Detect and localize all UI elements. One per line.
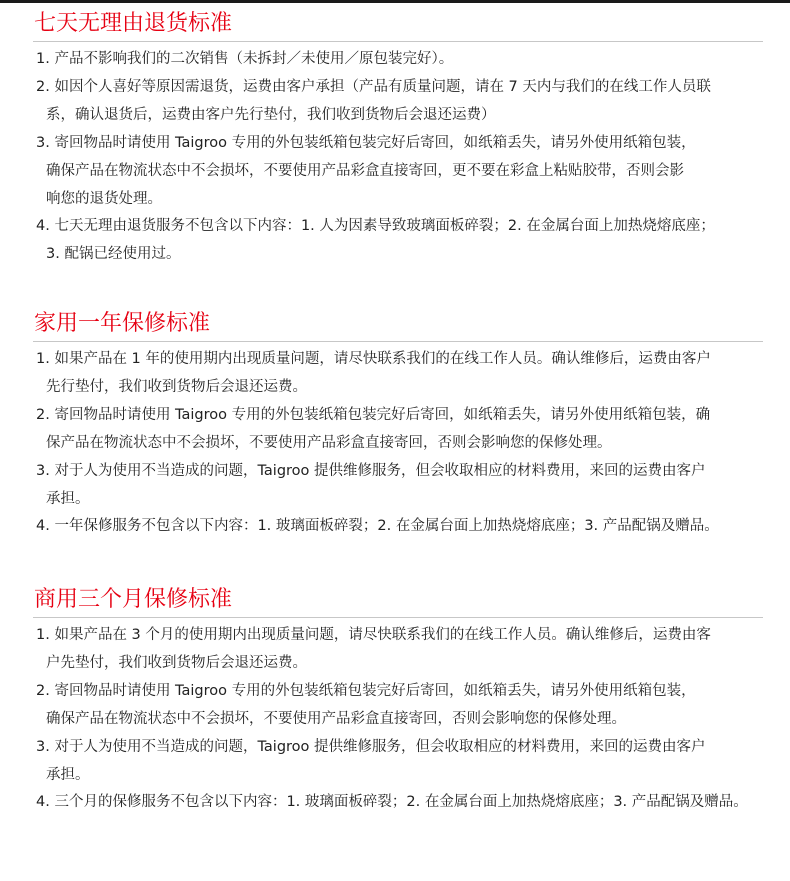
section-title: 商用三个月保修标准 bbox=[34, 587, 233, 612]
list-item bbox=[36, 622, 776, 678]
item-line: 户先垫付，我们收到货物后会退还运费。 bbox=[46, 654, 307, 671]
item-line: 3. 寄回物品时请使用 Taigroo 专用的外包装纸箱包装完好后寄回，如纸箱丢失，请另外使用纸箱包装， bbox=[36, 135, 696, 151]
item-line: 2. 寄回物品时请使用 Taigroo 专用的外包装纸箱包装完好后寄回，如纸箱丢失，请另外使用纸箱包装， bbox=[36, 683, 696, 699]
top-divider bbox=[0, 0, 790, 3]
item-line: 2. 如因个人喜好等原因需退货，运费由客户承担（产品有质量问题，请在 7 天内与我们的在线工作人员联 bbox=[36, 79, 711, 95]
item-line: 响您的退货处理。 bbox=[46, 190, 162, 207]
item-line: 4. 七天无理由退货服务不包含以下内容：1. 人为因素导致玻璃面板碎裂；2. 在金属台面上加热烧熔底座； bbox=[36, 218, 715, 234]
item-line: 4. 三个月的保修服务不包含以下内容：1. 玻璃面板碎裂；2. 在金属台面上加热烧熔底座；3. 产品配锅及赠品。 bbox=[36, 794, 748, 810]
list-item bbox=[36, 678, 776, 734]
item-line: 1. 如果产品在 3 个月的使用期内出现质量问题，请尽快联系我们的在线工作人员。确认维修后，运费由客 bbox=[36, 627, 711, 643]
list-item bbox=[36, 458, 776, 514]
section-title: 家用一年保修标准 bbox=[34, 311, 211, 336]
item-line: 承担。 bbox=[46, 766, 90, 783]
section-divider bbox=[33, 41, 763, 42]
list-item bbox=[36, 789, 776, 817]
item-line: 4. 一年保修服务不包含以下内容：1. 玻璃面板碎裂；2. 在金属台面上加热烧熔底座；3. 产品配锅及赠品。 bbox=[36, 518, 719, 534]
section-divider bbox=[33, 617, 763, 618]
item-line: 承担。 bbox=[46, 490, 90, 507]
item-line: 3. 配锅已经使用过。 bbox=[46, 245, 181, 262]
list-item bbox=[36, 734, 776, 790]
item-line: 1. 如果产品在 1 年的使用期内出现质量问题，请尽快联系我们的在线工作人员。确认维修后，运费由客户 bbox=[36, 351, 711, 367]
list-item bbox=[36, 130, 776, 213]
item-line: 先行垫付，我们收到货物后会退还运费。 bbox=[46, 378, 307, 395]
list-item bbox=[36, 213, 776, 269]
list-item bbox=[36, 346, 776, 402]
item-line: 3. 对于人为使用不当造成的问题，Taigroo 提供维修服务，但会收取相应的材料费用，来回的运费由客户 bbox=[36, 739, 706, 755]
item-line: 系，确认退货后，运费由客户先行垫付，我们收到货物后会退还运费） bbox=[46, 106, 496, 123]
list-item bbox=[36, 513, 776, 541]
list-item bbox=[36, 402, 776, 458]
item-line: 2. 寄回物品时请使用 Taigroo 专用的外包装纸箱包装完好后寄回，如纸箱丢失，请另外使用纸箱包装，确 bbox=[36, 407, 711, 423]
section-title: 七天无理由退货标准 bbox=[34, 11, 233, 36]
item-line: 确保产品在物流状态中不会损坏，不要使用产品彩盒直接寄回，否则会影响您的保修处理。 bbox=[46, 710, 626, 727]
list-item bbox=[36, 46, 776, 74]
item-line: 确保产品在物流状态中不会损坏，不要使用产品彩盒直接寄回，更不要在彩盒上粘贴胶带，否则会影 bbox=[46, 162, 684, 179]
item-line: 1. 产品不影响我们的二次销售（未拆封／未使用／原包装完好）。 bbox=[36, 51, 454, 67]
item-line: 3. 对于人为使用不当造成的问题，Taigroo 提供维修服务，但会收取相应的材料费用，来回的运费由客户 bbox=[36, 463, 706, 479]
item-line: 保产品在物流状态中不会损坏，不要使用产品彩盒直接寄回，否则会影响您的保修处理。 bbox=[46, 434, 612, 451]
list-item bbox=[36, 74, 776, 130]
section-divider bbox=[33, 341, 763, 342]
